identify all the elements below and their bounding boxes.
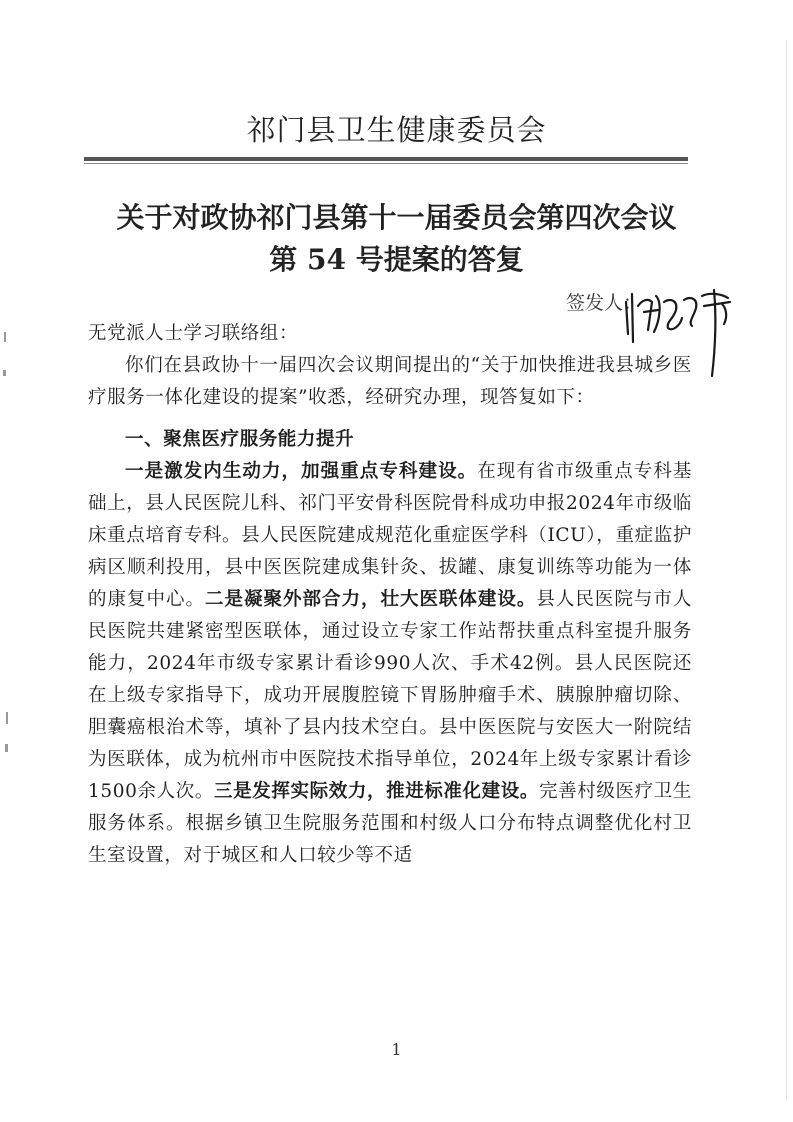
section1-paragraph bbox=[88, 456, 692, 872]
point-3-text: 完善村级医疗卫生服务体系。根据乡镇卫生院服务范围和村级人口分布特点调整优化村卫生室设置，对于城区和人口较少等不适 bbox=[88, 781, 692, 866]
point-1-heading: 一是激发内生动力，加强重点专科建设。 bbox=[125, 461, 478, 482]
document-body bbox=[88, 318, 692, 872]
scan-artifact bbox=[5, 744, 8, 752]
document-title-line-1: 关于对政协祁门县第十一届委员会第四次会议 bbox=[116, 201, 677, 234]
page-number: 1 bbox=[391, 1040, 402, 1059]
point-2-text: 县人民医院与市人民医院共建紧密型医联体，通过设立专家工作站帮扶重点科室提升服务能力，2024年市级专家累计看诊990人次、手术42例。县人民医院还在上级专家指导下，成功开展腹腔镜下胃肠肿瘤手术、胰腺肿瘤切除、胆囊癌根治术等，填补了县内技术空白。县中医医院与安医大一附院结为医联体，成为杭州市中医院技术指导单位，2024年上级专家累计看诊1500余人次。 bbox=[88, 589, 692, 802]
salutation: 无党派人士学习联络组： bbox=[88, 323, 299, 344]
signer-label: 签发人： bbox=[566, 292, 643, 314]
header-rule-thick bbox=[84, 157, 688, 161]
scan-artifact bbox=[3, 370, 6, 376]
point-3-heading: 三是发挥实际效力，推进标准化建设。 bbox=[213, 781, 540, 802]
header-rule-thin bbox=[84, 163, 688, 164]
organization-header: 祁门县卫生健康委员会 bbox=[246, 113, 547, 147]
scan-artifact bbox=[786, 40, 787, 1100]
section-heading-1: 一、聚焦医疗服务能力提升 bbox=[125, 429, 355, 450]
point-2-heading: 二是凝聚外部合力，壮大医联体建设。 bbox=[204, 589, 537, 610]
point-1-text: 在现有省市级重点专科基础上，县人民医院儿科、祁门平安骨科医院骨科成功申报2024年市级临床重点培育专科。县人民医院建成规范化重症医学科（ICU），重症监护病区顺利投用，县中医医院建成集针灸、拔罐、康复训练等功能为一体的康复中心。 bbox=[88, 461, 692, 610]
document-title-line-2: 第 54 号提案的答复 bbox=[269, 243, 524, 276]
scan-artifact bbox=[4, 332, 6, 342]
intro-paragraph: 你们在县政协十一届四次会议期间提出的“关于加快推进我县城乡医疗服务一体化建设的提案”收悉，经研究办理，现答复如下： bbox=[88, 355, 692, 408]
scan-artifact bbox=[6, 712, 8, 724]
